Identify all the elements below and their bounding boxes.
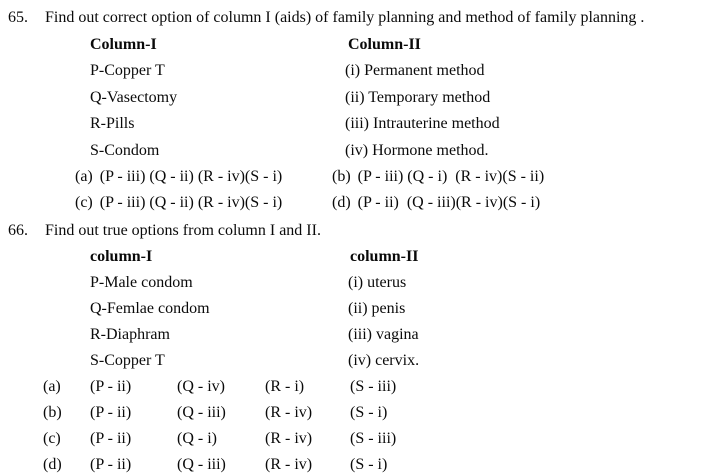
q66-col1-item-q: Q-Femlae condom bbox=[90, 300, 210, 317]
q65-option-b bbox=[332, 167, 544, 187]
q66-column-1-header: column-I bbox=[90, 248, 153, 265]
question-65-text: Find out correct option of column I (aids) of family planning and method of family planning . bbox=[45, 9, 645, 26]
q65-column-2-header: Column-II bbox=[348, 36, 421, 53]
q66-option-b-label: (b) bbox=[43, 404, 62, 421]
q66-option-c-cell-r: (R - iv) bbox=[265, 430, 313, 447]
q65-option-a-label: (a) bbox=[75, 168, 93, 185]
q65-option-a bbox=[75, 167, 282, 187]
q66-option-c-label: (c) bbox=[43, 430, 61, 447]
q66-option-d-cell-p: (P - ii) bbox=[90, 456, 132, 473]
q66-option-a-cell-r: (R - i) bbox=[265, 378, 305, 395]
q66-col2-item-iv: (iv) cervix. bbox=[348, 352, 420, 369]
q65-option-c bbox=[75, 193, 282, 213]
q65-col2-item-ii: (ii) Temporary method bbox=[345, 89, 491, 106]
q65-option-b-text: (P - iii) (Q - i) (R - iv)(S - ii) bbox=[357, 168, 545, 185]
q65-col2-item-iv: (iv) Hormone method. bbox=[345, 142, 489, 159]
q66-option-a-cell-q: (Q - iv) bbox=[177, 378, 225, 395]
q65-col1-item-p: P-Copper T bbox=[90, 62, 165, 79]
q66-option-c-cell-p: (P - ii) bbox=[90, 430, 132, 447]
q66-option-b-cell-p: (P - ii) bbox=[90, 404, 132, 421]
q65-option-c-text: (P - iii) (Q - ii) (R - iv)(S - i) bbox=[99, 194, 283, 211]
question-66-number: 66. bbox=[8, 222, 28, 239]
q66-col2-item-ii: (ii) penis bbox=[348, 300, 406, 317]
q66-col1-item-p: P-Male condom bbox=[90, 274, 193, 291]
q65-col2-item-iii: (iii) Intrauterine method bbox=[345, 115, 500, 132]
q65-col2-item-i: (i) Permanent method bbox=[345, 62, 485, 79]
q65-option-d-text: (P - ii) (Q - iii)(R - iv)(S - i) bbox=[357, 194, 541, 211]
q65-col1-item-r: R-Pills bbox=[90, 115, 135, 132]
q66-option-d-label: (d) bbox=[43, 456, 62, 473]
q66-option-b-cell-q: (Q - iii) bbox=[177, 404, 226, 421]
q66-col1-item-s: S-Copper T bbox=[90, 352, 165, 369]
q66-col1-item-r: R-Diaphram bbox=[90, 326, 170, 343]
q66-col2-item-i: (i) uterus bbox=[348, 274, 407, 291]
q65-option-d-label: (d) bbox=[332, 194, 351, 211]
question-66-text: Find out true options from column I and II. bbox=[45, 222, 321, 239]
q65-column-1-header: Column-I bbox=[90, 36, 157, 53]
q65-col1-item-q: Q-Vasectomy bbox=[90, 89, 178, 106]
q65-option-b-label: (b) bbox=[332, 168, 351, 185]
question-65-number: 65. bbox=[8, 9, 28, 26]
q66-option-c-cell-s: (S - iii) bbox=[350, 430, 397, 447]
q66-option-b-cell-r: (R - iv) bbox=[265, 404, 313, 421]
q66-option-b-cell-s: (S - i) bbox=[350, 404, 388, 421]
q65-option-d bbox=[332, 193, 540, 213]
q66-option-c-cell-q: (Q - i) bbox=[177, 430, 217, 447]
q66-col2-item-iii: (iii) vagina bbox=[348, 326, 419, 343]
q66-option-d-cell-r: (R - iv) bbox=[265, 456, 313, 473]
q66-column-2-header: column-II bbox=[350, 248, 419, 265]
q66-option-a-label: (a) bbox=[43, 378, 61, 395]
q66-option-d-cell-s: (S - i) bbox=[350, 456, 388, 473]
q65-col1-item-s: S-Condom bbox=[90, 142, 160, 159]
q65-option-c-label: (c) bbox=[75, 194, 93, 211]
q66-option-a-cell-s: (S - iii) bbox=[350, 378, 397, 395]
q66-option-a-cell-p: (P - ii) bbox=[90, 378, 132, 395]
q65-option-a-text: (P - iii) (Q - ii) (R - iv)(S - i) bbox=[99, 168, 283, 185]
q66-option-d-cell-q: (Q - iii) bbox=[177, 456, 226, 473]
